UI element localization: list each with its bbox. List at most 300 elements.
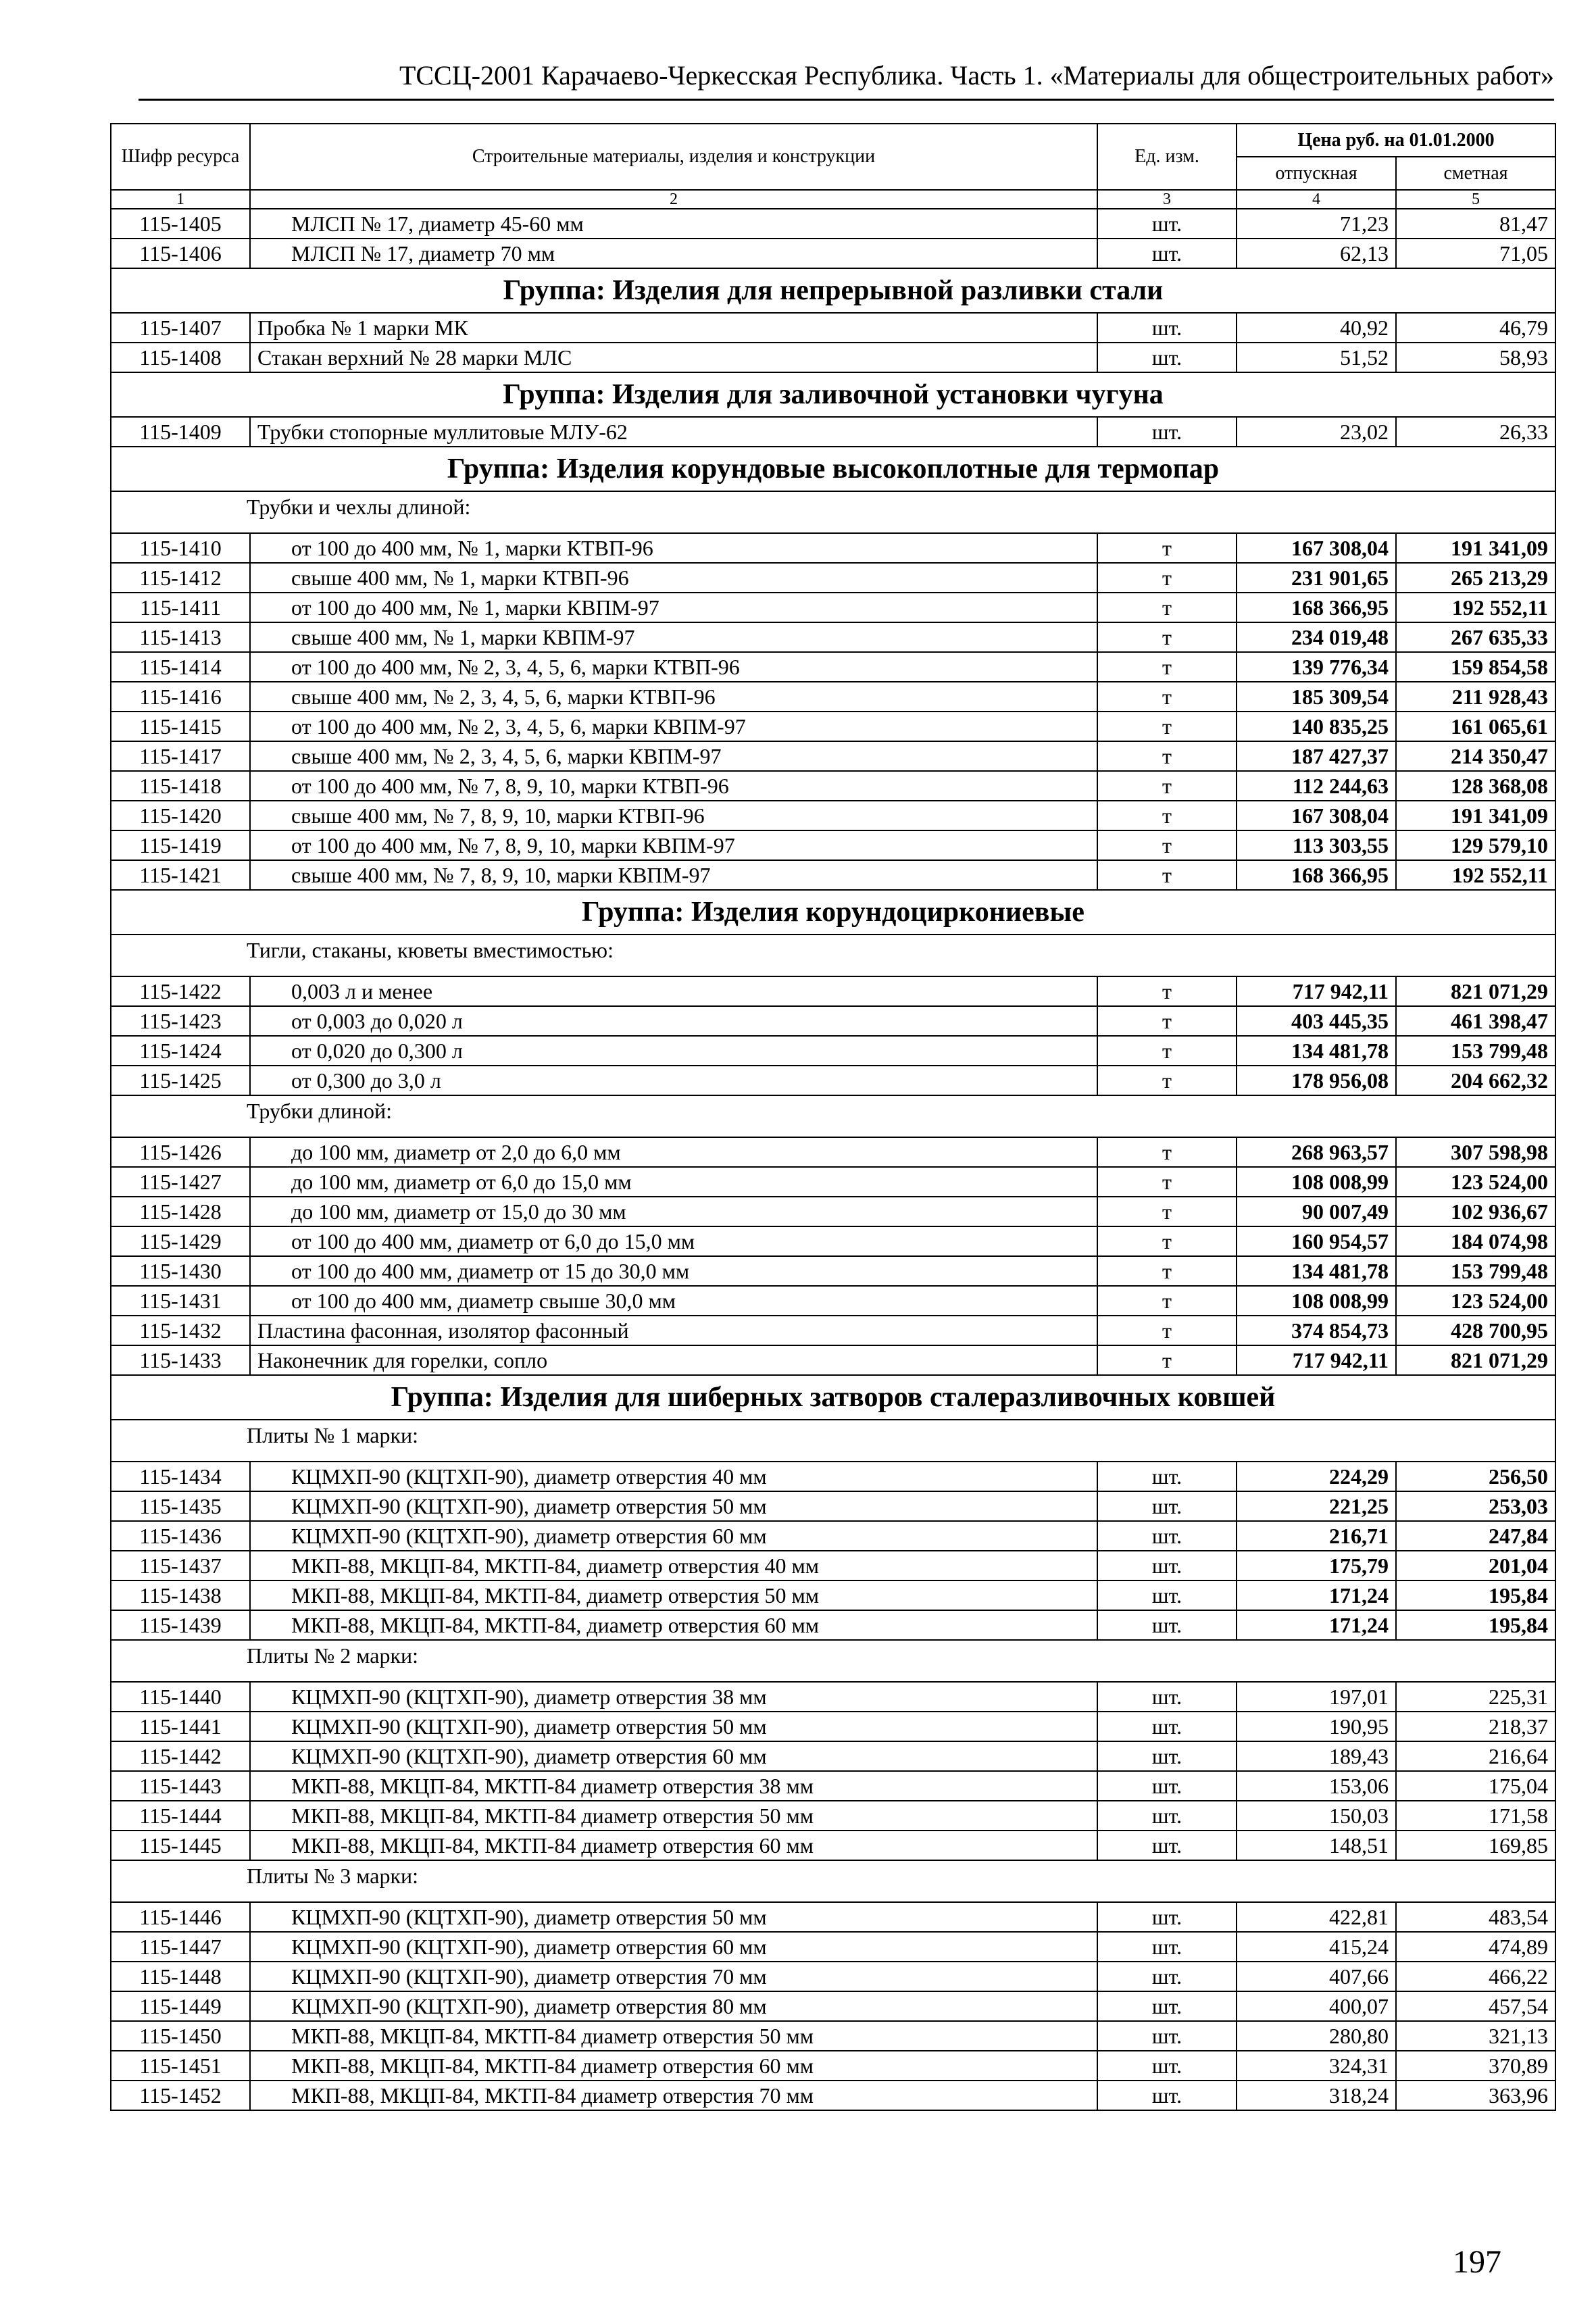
- resource-code: 115-1446: [111, 1902, 250, 1932]
- estimate-price: 457,54: [1396, 1991, 1555, 2021]
- material-name: МКП-88, МКЦП-84, МКТП-84, диаметр отверстия 50 мм: [250, 1580, 1097, 1610]
- material-name: свыше 400 мм, № 2, 3, 4, 5, 6, марки КТВП-96: [250, 682, 1097, 712]
- resource-code: 115-1447: [111, 1932, 250, 1962]
- material-name: Трубки стопорные муллитовые МЛУ-62: [250, 417, 1097, 447]
- resource-code: 115-1428: [111, 1197, 250, 1226]
- estimate-price: 195,84: [1396, 1610, 1555, 1640]
- release-price: 140 835,25: [1237, 712, 1396, 741]
- col-num-3: 3: [1097, 190, 1237, 209]
- unit-of-measure: т: [1097, 860, 1237, 890]
- resource-code: 115-1436: [111, 1521, 250, 1551]
- material-name: Пластина фасонная, изолятор фасонный: [250, 1316, 1097, 1345]
- group-heading: Группа: Изделия корундовые высокоплотные для термопар: [111, 447, 1555, 491]
- table-row: [111, 1286, 1555, 1316]
- table-row: [111, 1345, 1555, 1375]
- col-num-1: 1: [111, 190, 250, 209]
- release-price: 150,03: [1237, 1801, 1396, 1831]
- estimate-price: 474,89: [1396, 1932, 1555, 1962]
- table-row: [111, 1991, 1555, 2021]
- release-price: 280,80: [1237, 2021, 1396, 2051]
- unit-of-measure: т: [1097, 533, 1237, 563]
- unit-of-measure: шт.: [1097, 1902, 1237, 1932]
- material-name: до 100 мм, диаметр от 15,0 до 30 мм: [250, 1197, 1097, 1226]
- unit-of-measure: шт.: [1097, 2021, 1237, 2051]
- resource-code: 115-1406: [111, 239, 250, 268]
- table-row: [111, 1932, 1555, 1962]
- estimate-price: 428 700,95: [1396, 1316, 1555, 1345]
- estimate-price: 307 598,98: [1396, 1137, 1555, 1167]
- unit-of-measure: шт.: [1097, 1991, 1237, 2021]
- unit-of-measure: т: [1097, 682, 1237, 712]
- release-price: 221,25: [1237, 1491, 1396, 1521]
- resource-code: 115-1448: [111, 1962, 250, 1991]
- release-price: 422,81: [1237, 1902, 1396, 1932]
- table-row: [111, 1167, 1555, 1197]
- estimate-price: 321,13: [1396, 2021, 1555, 2051]
- release-price: 71,23: [1237, 209, 1396, 239]
- unit-of-measure: т: [1097, 976, 1237, 1006]
- release-price: 40,92: [1237, 313, 1396, 343]
- estimate-price: 195,84: [1396, 1580, 1555, 1610]
- material-name: от 0,020 до 0,300 л: [250, 1036, 1097, 1066]
- table-row: [111, 1771, 1555, 1801]
- resource-code: 115-1445: [111, 1831, 250, 1860]
- unit-of-measure: т: [1097, 1167, 1237, 1197]
- table-row: [111, 1137, 1555, 1167]
- table-row: [111, 209, 1555, 239]
- release-price: 113 303,55: [1237, 830, 1396, 860]
- estimate-price: 211 928,43: [1396, 682, 1555, 712]
- estimate-price: 46,79: [1396, 313, 1555, 343]
- material-name: МКП-88, МКЦП-84, МКТП-84, диаметр отверстия 60 мм: [250, 1610, 1097, 1640]
- release-price: 175,79: [1237, 1551, 1396, 1580]
- unit-of-measure: т: [1097, 1226, 1237, 1256]
- estimate-price: 169,85: [1396, 1831, 1555, 1860]
- col-header-name: Строительные материалы, изделия и конструкции: [250, 124, 1097, 190]
- estimate-price: 171,58: [1396, 1801, 1555, 1831]
- table-row: [111, 1197, 1555, 1226]
- subheading-row: [111, 1640, 1555, 1682]
- material-name: МЛСП № 17, диаметр 45-60 мм: [250, 209, 1097, 239]
- estimate-price: 253,03: [1396, 1491, 1555, 1521]
- estimate-price: 128 368,08: [1396, 771, 1555, 801]
- subheading: Трубки и чехлы длиной:: [111, 491, 1555, 533]
- material-name: от 0,003 до 0,020 л: [250, 1006, 1097, 1036]
- unit-of-measure: т: [1097, 1316, 1237, 1345]
- resource-code: 115-1452: [111, 2081, 250, 2110]
- material-name: Наконечник для горелки, сопло: [250, 1345, 1097, 1375]
- resource-code: 115-1434: [111, 1462, 250, 1491]
- estimate-price: 247,84: [1396, 1521, 1555, 1551]
- material-name: 0,003 л и менее: [250, 976, 1097, 1006]
- estimate-price: 123 524,00: [1396, 1286, 1555, 1316]
- material-name: до 100 мм, диаметр от 6,0 до 15,0 мм: [250, 1167, 1097, 1197]
- table-row: [111, 1316, 1555, 1345]
- resource-code: 115-1408: [111, 343, 250, 372]
- release-price: 171,24: [1237, 1580, 1396, 1610]
- unit-of-measure: шт.: [1097, 1610, 1237, 1640]
- table-row: [111, 1902, 1555, 1932]
- estimate-price: 123 524,00: [1396, 1167, 1555, 1197]
- table-row: [111, 1831, 1555, 1860]
- release-price: 216,71: [1237, 1521, 1396, 1551]
- resource-code: 115-1422: [111, 976, 250, 1006]
- material-name: КЦМХП-90 (КЦТХП-90), диаметр отверстия 60 мм: [250, 1932, 1097, 1962]
- table-row: [111, 1006, 1555, 1036]
- release-price: 400,07: [1237, 1991, 1396, 2021]
- table-row: [111, 1036, 1555, 1066]
- subheading: Плиты № 3 марки:: [111, 1860, 1555, 1902]
- resource-code: 115-1429: [111, 1226, 250, 1256]
- table-row: [111, 1551, 1555, 1580]
- unit-of-measure: т: [1097, 771, 1237, 801]
- resource-code: 115-1409: [111, 417, 250, 447]
- release-price: 90 007,49: [1237, 1197, 1396, 1226]
- subheading-row: [111, 1860, 1555, 1902]
- estimate-price: 191 341,09: [1396, 533, 1555, 563]
- release-price: 717 942,11: [1237, 976, 1396, 1006]
- estimate-price: 821 071,29: [1396, 976, 1555, 1006]
- material-name: МКП-88, МКЦП-84, МКТП-84 диаметр отверстия 60 мм: [250, 2051, 1097, 2081]
- material-name: до 100 мм, диаметр от 2,0 до 6,0 мм: [250, 1137, 1097, 1167]
- table-row: [111, 771, 1555, 801]
- release-price: 108 008,99: [1237, 1167, 1396, 1197]
- estimate-price: 256,50: [1396, 1462, 1555, 1491]
- unit-of-measure: шт.: [1097, 1682, 1237, 1712]
- resource-code: 115-1438: [111, 1580, 250, 1610]
- table-row: [111, 417, 1555, 447]
- resource-code: 115-1417: [111, 741, 250, 771]
- running-header: ТССЦ-2001 Карачаево-Черкесская Республика. Часть 1. «Материалы для общестроительных работ»: [399, 60, 1554, 91]
- estimate-price: 175,04: [1396, 1771, 1555, 1801]
- resource-code: 115-1414: [111, 652, 250, 682]
- release-price: 168 366,95: [1237, 860, 1396, 890]
- resource-code: 115-1443: [111, 1771, 250, 1801]
- release-price: 51,52: [1237, 343, 1396, 372]
- release-price: 134 481,78: [1237, 1036, 1396, 1066]
- table-row: [111, 533, 1555, 563]
- estimate-price: 71,05: [1396, 239, 1555, 268]
- resource-code: 115-1431: [111, 1286, 250, 1316]
- resource-code: 115-1407: [111, 313, 250, 343]
- release-price: 224,29: [1237, 1462, 1396, 1491]
- material-name: КЦМХП-90 (КЦТХП-90), диаметр отверстия 60 мм: [250, 1521, 1097, 1551]
- estimate-price: 461 398,47: [1396, 1006, 1555, 1036]
- material-name: от 100 до 400 мм, диаметр свыше 30,0 мм: [250, 1286, 1097, 1316]
- unit-of-measure: т: [1097, 1345, 1237, 1375]
- table-row: [111, 801, 1555, 830]
- group-heading-row: [111, 372, 1555, 417]
- unit-of-measure: т: [1097, 741, 1237, 771]
- material-name: МКП-88, МКЦП-84, МКТП-84 диаметр отверстия 50 мм: [250, 1801, 1097, 1831]
- resource-code: 115-1419: [111, 830, 250, 860]
- unit-of-measure: т: [1097, 1036, 1237, 1066]
- resource-code: 115-1420: [111, 801, 250, 830]
- estimate-price: 370,89: [1396, 2051, 1555, 2081]
- unit-of-measure: шт.: [1097, 417, 1237, 447]
- resource-code: 115-1450: [111, 2021, 250, 2051]
- col-num-2: 2: [250, 190, 1097, 209]
- estimate-price: 129 579,10: [1396, 830, 1555, 860]
- material-name: КЦМХП-90 (КЦТХП-90), диаметр отверстия 50 мм: [250, 1491, 1097, 1521]
- unit-of-measure: шт.: [1097, 1801, 1237, 1831]
- material-name: от 100 до 400 мм, диаметр от 15 до 30,0 мм: [250, 1256, 1097, 1286]
- release-price: 197,01: [1237, 1682, 1396, 1712]
- col-header-code: Шифр ресурса: [111, 124, 250, 190]
- unit-of-measure: шт.: [1097, 1962, 1237, 1991]
- release-price: 231 901,65: [1237, 563, 1396, 593]
- unit-of-measure: т: [1097, 1006, 1237, 1036]
- group-heading: Группа: Изделия корундоциркониевые: [111, 890, 1555, 935]
- unit-of-measure: шт.: [1097, 1771, 1237, 1801]
- resource-code: 115-1427: [111, 1167, 250, 1197]
- release-price: 415,24: [1237, 1932, 1396, 1962]
- resource-code: 115-1442: [111, 1741, 250, 1771]
- unit-of-measure: шт.: [1097, 1831, 1237, 1860]
- resource-code: 115-1439: [111, 1610, 250, 1640]
- table-row: [111, 1491, 1555, 1521]
- unit-of-measure: т: [1097, 1197, 1237, 1226]
- release-price: 374 854,73: [1237, 1316, 1396, 1345]
- resource-code: 115-1440: [111, 1682, 250, 1712]
- release-price: 160 954,57: [1237, 1226, 1396, 1256]
- col-num-4: 4: [1237, 190, 1396, 209]
- table-row: [111, 830, 1555, 860]
- material-name: МКП-88, МКЦП-84, МКТП-84 диаметр отверстия 38 мм: [250, 1771, 1097, 1801]
- release-price: 108 008,99: [1237, 1286, 1396, 1316]
- resource-code: 115-1413: [111, 622, 250, 652]
- table-row: [111, 652, 1555, 682]
- material-name: от 100 до 400 мм, № 2, 3, 4, 5, 6, марки КТВП-96: [250, 652, 1097, 682]
- table-row: [111, 313, 1555, 343]
- group-heading: Группа: Изделия для непрерывной разливки стали: [111, 268, 1555, 313]
- unit-of-measure: т: [1097, 593, 1237, 622]
- material-name: КЦМХП-90 (КЦТХП-90), диаметр отверстия 60 мм: [250, 1741, 1097, 1771]
- estimate-price: 81,47: [1396, 209, 1555, 239]
- release-price: 139 776,34: [1237, 652, 1396, 682]
- resource-code: 115-1451: [111, 2051, 250, 2081]
- material-name: от 100 до 400 мм, № 7, 8, 9, 10, марки КТВП-96: [250, 771, 1097, 801]
- price-table-body: [111, 124, 1555, 2110]
- unit-of-measure: т: [1097, 622, 1237, 652]
- material-name: КЦМХП-90 (КЦТХП-90), диаметр отверстия 80 мм: [250, 1991, 1097, 2021]
- header-rule: [139, 99, 1554, 101]
- estimate-price: 192 552,11: [1396, 593, 1555, 622]
- release-price: 324,31: [1237, 2051, 1396, 2081]
- release-price: 407,66: [1237, 1962, 1396, 1991]
- release-price: 62,13: [1237, 239, 1396, 268]
- table-row: [111, 1610, 1555, 1640]
- table-row: [111, 239, 1555, 268]
- col-header-price-release: отпускная: [1237, 157, 1396, 190]
- estimate-price: 191 341,09: [1396, 801, 1555, 830]
- material-name: МЛСП № 17, диаметр 70 мм: [250, 239, 1097, 268]
- estimate-price: 102 936,67: [1396, 1197, 1555, 1226]
- unit-of-measure: т: [1097, 1066, 1237, 1095]
- release-price: 268 963,57: [1237, 1137, 1396, 1167]
- material-name: от 100 до 400 мм, № 7, 8, 9, 10, марки КВПМ-97: [250, 830, 1097, 860]
- resource-code: 115-1415: [111, 712, 250, 741]
- release-price: 403 445,35: [1237, 1006, 1396, 1036]
- material-name: свыше 400 мм, № 2, 3, 4, 5, 6, марки КВПМ-97: [250, 741, 1097, 771]
- unit-of-measure: т: [1097, 1286, 1237, 1316]
- estimate-price: 161 065,61: [1396, 712, 1555, 741]
- unit-of-measure: шт.: [1097, 1932, 1237, 1962]
- resource-code: 115-1449: [111, 1991, 250, 2021]
- page-number: 197: [1453, 2244, 1501, 2280]
- group-heading-row: [111, 447, 1555, 491]
- estimate-price: 192 552,11: [1396, 860, 1555, 890]
- material-name: КЦМХП-90 (КЦТХП-90), диаметр отверстия 70 мм: [250, 1962, 1097, 1991]
- unit-of-measure: т: [1097, 652, 1237, 682]
- material-name: КЦМХП-90 (КЦТХП-90), диаметр отверстия 50 мм: [250, 1902, 1097, 1932]
- table-header-row: [111, 124, 1555, 157]
- material-name: свыше 400 мм, № 1, марки КТВП-96: [250, 563, 1097, 593]
- release-price: 185 309,54: [1237, 682, 1396, 712]
- estimate-price: 204 662,32: [1396, 1066, 1555, 1095]
- table-row: [111, 2081, 1555, 2110]
- unit-of-measure: шт.: [1097, 343, 1237, 372]
- group-heading-row: [111, 890, 1555, 935]
- material-name: от 100 до 400 мм, № 2, 3, 4, 5, 6, марки КВПМ-97: [250, 712, 1097, 741]
- material-name: КЦМХП-90 (КЦТХП-90), диаметр отверстия 50 мм: [250, 1712, 1097, 1741]
- material-name: свыше 400 мм, № 7, 8, 9, 10, марки КТВП-96: [250, 801, 1097, 830]
- unit-of-measure: т: [1097, 830, 1237, 860]
- resource-code: 115-1418: [111, 771, 250, 801]
- estimate-price: 267 635,33: [1396, 622, 1555, 652]
- table-row: [111, 976, 1555, 1006]
- estimate-price: 483,54: [1396, 1902, 1555, 1932]
- estimate-price: 201,04: [1396, 1551, 1555, 1580]
- estimate-price: 821 071,29: [1396, 1345, 1555, 1375]
- subheading-row: [111, 491, 1555, 533]
- table-row: [111, 741, 1555, 771]
- release-price: 178 956,08: [1237, 1066, 1396, 1095]
- subheading-row: [111, 1095, 1555, 1137]
- group-heading: Группа: Изделия для заливочной установки чугуна: [111, 372, 1555, 417]
- resource-code: 115-1437: [111, 1551, 250, 1580]
- material-name: от 100 до 400 мм, диаметр от 6,0 до 15,0 мм: [250, 1226, 1097, 1256]
- estimate-price: 184 074,98: [1396, 1226, 1555, 1256]
- release-price: 153,06: [1237, 1771, 1396, 1801]
- unit-of-measure: шт.: [1097, 1491, 1237, 1521]
- release-price: 148,51: [1237, 1831, 1396, 1860]
- table-row: [111, 622, 1555, 652]
- resource-code: 115-1412: [111, 563, 250, 593]
- subheading-row: [111, 935, 1555, 976]
- resource-code: 115-1411: [111, 593, 250, 622]
- table-row: [111, 2051, 1555, 2081]
- release-price: 134 481,78: [1237, 1256, 1396, 1286]
- estimate-price: 153 799,48: [1396, 1256, 1555, 1286]
- estimate-price: 159 854,58: [1396, 652, 1555, 682]
- resource-code: 115-1441: [111, 1712, 250, 1741]
- release-price: 717 942,11: [1237, 1345, 1396, 1375]
- estimate-price: 26,33: [1396, 417, 1555, 447]
- estimate-price: 214 350,47: [1396, 741, 1555, 771]
- material-name: МКП-88, МКЦП-84, МКТП-84, диаметр отверстия 40 мм: [250, 1551, 1097, 1580]
- col-header-price-estimate: сметная: [1396, 157, 1555, 190]
- table-row: [111, 1521, 1555, 1551]
- table-row: [111, 1462, 1555, 1491]
- resource-code: 115-1433: [111, 1345, 250, 1375]
- material-name: от 100 до 400 мм, № 1, марки КТВП-96: [250, 533, 1097, 563]
- release-price: 190,95: [1237, 1712, 1396, 1741]
- table-row: [111, 712, 1555, 741]
- table-row: [111, 1962, 1555, 1991]
- table-row: [111, 682, 1555, 712]
- table-row: [111, 1801, 1555, 1831]
- resource-code: 115-1423: [111, 1006, 250, 1036]
- unit-of-measure: шт.: [1097, 2051, 1237, 2081]
- unit-of-measure: т: [1097, 1256, 1237, 1286]
- estimate-price: 265 213,29: [1396, 563, 1555, 593]
- material-name: Пробка № 1 марки МК: [250, 313, 1097, 343]
- unit-of-measure: шт.: [1097, 1521, 1237, 1551]
- unit-of-measure: шт.: [1097, 1712, 1237, 1741]
- release-price: 168 366,95: [1237, 593, 1396, 622]
- unit-of-measure: т: [1097, 712, 1237, 741]
- material-name: свыше 400 мм, № 1, марки КВПМ-97: [250, 622, 1097, 652]
- resource-code: 115-1432: [111, 1316, 250, 1345]
- resource-code: 115-1430: [111, 1256, 250, 1286]
- release-price: 23,02: [1237, 417, 1396, 447]
- subheading: Тигли, стаканы, кюветы вместимостью:: [111, 935, 1555, 976]
- estimate-price: 225,31: [1396, 1682, 1555, 1712]
- estimate-price: 218,37: [1396, 1712, 1555, 1741]
- resource-code: 115-1424: [111, 1036, 250, 1066]
- estimate-price: 153 799,48: [1396, 1036, 1555, 1066]
- estimate-price: 363,96: [1396, 2081, 1555, 2110]
- resource-code: 115-1435: [111, 1491, 250, 1521]
- table-row: [111, 1712, 1555, 1741]
- table-row: [111, 1682, 1555, 1712]
- release-price: 167 308,04: [1237, 801, 1396, 830]
- unit-of-measure: т: [1097, 563, 1237, 593]
- material-name: КЦМХП-90 (КЦТХП-90), диаметр отверстия 40 мм: [250, 1462, 1097, 1491]
- resource-code: 115-1416: [111, 682, 250, 712]
- table-row: [111, 343, 1555, 372]
- resource-code: 115-1421: [111, 860, 250, 890]
- table-row: [111, 1066, 1555, 1095]
- release-price: 112 244,63: [1237, 771, 1396, 801]
- column-number-row: [111, 190, 1555, 209]
- material-name: от 0,300 до 3,0 л: [250, 1066, 1097, 1095]
- estimate-price: 466,22: [1396, 1962, 1555, 1991]
- table-row: [111, 1741, 1555, 1771]
- material-name: МКП-88, МКЦП-84, МКТП-84 диаметр отверстия 70 мм: [250, 2081, 1097, 2110]
- table-row: [111, 593, 1555, 622]
- estimate-price: 58,93: [1396, 343, 1555, 372]
- group-heading-row: [111, 268, 1555, 313]
- unit-of-measure: т: [1097, 1137, 1237, 1167]
- table-row: [111, 1256, 1555, 1286]
- subheading: Плиты № 1 марки:: [111, 1420, 1555, 1462]
- unit-of-measure: шт.: [1097, 2081, 1237, 2110]
- unit-of-measure: т: [1097, 801, 1237, 830]
- estimate-price: 216,64: [1396, 1741, 1555, 1771]
- col-num-5: 5: [1396, 190, 1555, 209]
- material-name: Стакан верхний № 28 марки МЛС: [250, 343, 1097, 372]
- material-name: от 100 до 400 мм, № 1, марки КВПМ-97: [250, 593, 1097, 622]
- release-price: 318,24: [1237, 2081, 1396, 2110]
- release-price: 189,43: [1237, 1741, 1396, 1771]
- group-heading-row: [111, 1375, 1555, 1420]
- unit-of-measure: шт.: [1097, 313, 1237, 343]
- unit-of-measure: шт.: [1097, 209, 1237, 239]
- price-table: [110, 123, 1556, 2111]
- col-header-price: Цена руб. на 01.01.2000: [1237, 124, 1555, 157]
